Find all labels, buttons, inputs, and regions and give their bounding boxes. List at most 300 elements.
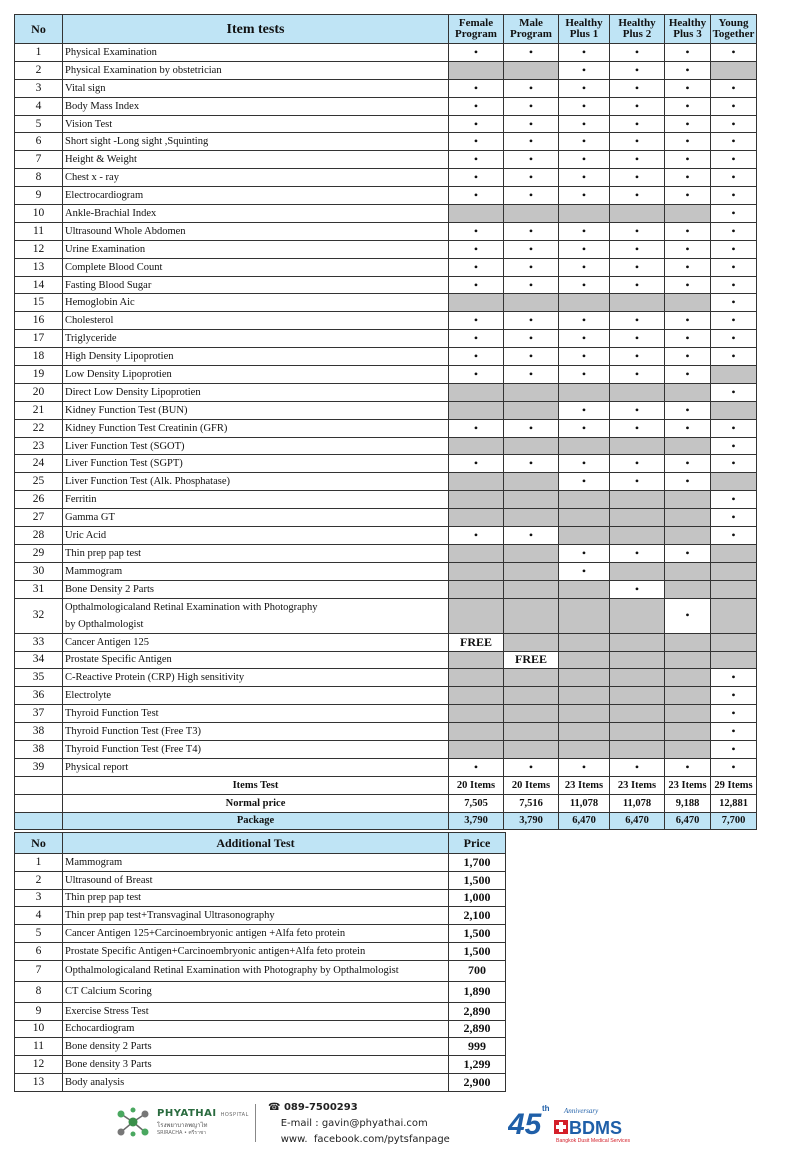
included-mark: •: [449, 258, 504, 276]
included-mark: •: [559, 366, 610, 384]
row-number: 26: [15, 491, 63, 509]
included-mark: •: [449, 79, 504, 97]
test-name: Chest x - ray: [63, 169, 449, 187]
test-name: Opthalmologicaland Retinal Examination with Photography by Opthalmologist: [63, 598, 449, 633]
items-count: 20 Items: [449, 776, 504, 794]
row-number: 13: [15, 1073, 63, 1091]
additional-test-name: Body analysis: [63, 1073, 449, 1091]
test-name: Cholesterol: [63, 312, 449, 330]
included-mark: •: [559, 44, 610, 62]
not-included-cell: [559, 633, 610, 651]
not-included-cell: [449, 61, 504, 79]
included-mark: •: [665, 187, 711, 205]
not-included-cell: [610, 651, 665, 669]
included-mark: •: [665, 330, 711, 348]
row-number: 2: [15, 61, 63, 79]
included-mark: •: [665, 758, 711, 776]
test-name: Liver Function Test (SGPT): [63, 455, 449, 473]
row-number: 13: [15, 258, 63, 276]
included-mark: •: [504, 258, 559, 276]
included-mark: •: [449, 44, 504, 62]
included-mark: •: [504, 169, 559, 187]
free-label: FREE: [504, 651, 559, 669]
table-row: [15, 151, 757, 169]
row-number: 38: [15, 740, 63, 758]
not-included-cell: [610, 740, 665, 758]
row-number: 17: [15, 330, 63, 348]
included-mark: •: [711, 151, 757, 169]
included-mark: •: [711, 705, 757, 723]
test-name: Uric Acid: [63, 527, 449, 545]
included-mark: •: [504, 44, 559, 62]
included-mark: •: [449, 276, 504, 294]
included-mark: •: [559, 169, 610, 187]
not-included-cell: [449, 562, 504, 580]
anniversary-word: Anniversary: [564, 1107, 599, 1115]
test-name: Vital sign: [63, 79, 449, 97]
included-mark: •: [504, 455, 559, 473]
test-name: Low Density Lipoprotien: [63, 366, 449, 384]
included-mark: •: [504, 79, 559, 97]
not-included-cell: [504, 598, 559, 633]
included-mark: •: [449, 115, 504, 133]
table-row: [15, 925, 506, 943]
included-mark: •: [665, 97, 711, 115]
included-mark: •: [665, 115, 711, 133]
row-number: 11: [15, 222, 63, 240]
not-included-cell: [559, 509, 610, 527]
not-included-cell: [711, 580, 757, 598]
program-header: Healthy Plus 3: [665, 15, 711, 44]
row-number: 31: [15, 580, 63, 598]
phyathai-thai-name: โรงพยาบาลพญาไท: [157, 1122, 208, 1129]
table-row: [15, 133, 757, 151]
test-name: Thyroid Function Test (Free T3): [63, 723, 449, 741]
additional-test-name: Ultrasound of Breast: [63, 871, 449, 889]
included-mark: •: [610, 312, 665, 330]
not-included-cell: [610, 437, 665, 455]
not-included-cell: [449, 580, 504, 598]
items-count: 23 Items: [665, 776, 711, 794]
table-row: [15, 580, 757, 598]
included-mark: •: [711, 491, 757, 509]
not-included-cell: [449, 740, 504, 758]
not-included-cell: [665, 437, 711, 455]
included-mark: •: [449, 758, 504, 776]
not-included-cell: [665, 687, 711, 705]
not-included-cell: [610, 562, 665, 580]
table-row: [15, 740, 757, 758]
included-mark: •: [711, 687, 757, 705]
program-header: Female Program: [449, 15, 504, 44]
included-mark: •: [610, 151, 665, 169]
included-mark: •: [610, 61, 665, 79]
not-included-cell: [711, 633, 757, 651]
table-row: [15, 97, 757, 115]
not-included-cell: [559, 723, 610, 741]
included-mark: •: [610, 115, 665, 133]
not-included-cell: [665, 383, 711, 401]
included-mark: •: [504, 366, 559, 384]
not-included-cell: [665, 509, 711, 527]
included-mark: •: [610, 97, 665, 115]
included-mark: •: [610, 473, 665, 491]
row-number: 16: [15, 312, 63, 330]
table-row: [15, 491, 757, 509]
table-row: [15, 419, 757, 437]
included-mark: •: [559, 276, 610, 294]
table-row: [15, 348, 757, 366]
not-included-cell: [665, 527, 711, 545]
not-included-cell: [559, 437, 610, 455]
phone-line: [268, 1100, 450, 1116]
included-mark: •: [711, 758, 757, 776]
included-mark: •: [504, 758, 559, 776]
row-number: 36: [15, 687, 63, 705]
test-name: Liver Function Test (Alk. Phosphatase): [63, 473, 449, 491]
additional-test-name: Exercise Stress Test: [63, 1002, 449, 1020]
row-number: 15: [15, 294, 63, 312]
additional-test-name: Mammogram: [63, 854, 449, 872]
included-mark: •: [559, 312, 610, 330]
included-mark: •: [449, 169, 504, 187]
row-number: 5: [15, 925, 63, 943]
not-included-cell: [711, 61, 757, 79]
not-included-cell: [449, 473, 504, 491]
program-header: Healthy Plus 2: [610, 15, 665, 44]
normal-price: 11,078: [610, 794, 665, 812]
not-included-cell: [610, 598, 665, 633]
table-row: [15, 942, 506, 960]
table-row: [15, 871, 506, 889]
included-mark: •: [559, 758, 610, 776]
included-mark: •: [711, 669, 757, 687]
table-row: [15, 401, 757, 419]
table-row: [15, 1073, 506, 1091]
not-included-cell: [449, 509, 504, 527]
included-mark: •: [711, 330, 757, 348]
included-mark: •: [610, 419, 665, 437]
not-included-cell: [504, 205, 559, 223]
included-mark: •: [610, 401, 665, 419]
included-mark: •: [711, 79, 757, 97]
row-number: 2: [15, 871, 63, 889]
table-row: [15, 1020, 506, 1038]
not-included-cell: [504, 401, 559, 419]
table-row: [15, 854, 506, 872]
normal-price: 9,188: [665, 794, 711, 812]
email-address[interactable]: gavin@phyathai.com: [321, 1118, 428, 1129]
test-name: Bone Density 2 Parts: [63, 580, 449, 598]
item-tests-header: Item tests: [63, 15, 449, 44]
not-included-cell: [610, 509, 665, 527]
included-mark: •: [559, 544, 610, 562]
row-number: 10: [15, 205, 63, 223]
additional-test-name: CT Calcium Scoring: [63, 981, 449, 1002]
add-price-header: Price: [449, 833, 506, 854]
not-included-cell: [504, 633, 559, 651]
package-price: 6,470: [559, 812, 610, 830]
additional-test-name: Thin prep pap test: [63, 889, 449, 907]
normal-price: 12,881: [711, 794, 757, 812]
row-number: 8: [15, 981, 63, 1002]
additional-items: [15, 854, 506, 1092]
row-number: 30: [15, 562, 63, 580]
test-name: Gamma GT: [63, 509, 449, 527]
included-mark: •: [449, 222, 504, 240]
additional-test-name: Thin prep pap test+Transvaginal Ultrasonography: [63, 907, 449, 925]
package-price: 6,470: [665, 812, 711, 830]
included-mark: •: [449, 151, 504, 169]
table-row: [15, 705, 757, 723]
table-row: [15, 222, 757, 240]
row-number: 22: [15, 419, 63, 437]
contact-block: [268, 1100, 450, 1148]
additional-test-price: 1,890: [449, 981, 506, 1002]
test-name: Triglyceride: [63, 330, 449, 348]
anniversary-number: 45: [508, 1108, 542, 1141]
test-name: Thyroid Function Test: [63, 705, 449, 723]
not-included-cell: [665, 580, 711, 598]
included-mark: •: [711, 276, 757, 294]
row-number: 24: [15, 455, 63, 473]
not-included-cell: [449, 491, 504, 509]
not-included-cell: [665, 705, 711, 723]
not-included-cell: [504, 61, 559, 79]
row-number: 21: [15, 401, 63, 419]
not-included-cell: [504, 687, 559, 705]
additional-test-price: 2,890: [449, 1002, 506, 1020]
included-mark: •: [711, 740, 757, 758]
additional-test-price: 1,299: [449, 1056, 506, 1074]
row-number: 7: [15, 151, 63, 169]
included-mark: •: [711, 509, 757, 527]
email-line: E-mail : gavin@phyathai.com: [280, 1118, 428, 1129]
table-row: [15, 240, 757, 258]
table-row: [15, 527, 757, 545]
test-name: Prostate Specific Antigen: [63, 651, 449, 669]
test-name: Body Mass Index: [63, 97, 449, 115]
not-included-cell: [504, 580, 559, 598]
anniversary-suffix: th: [542, 1104, 550, 1113]
row-number: 10: [15, 1020, 63, 1038]
not-included-cell: [711, 366, 757, 384]
included-mark: •: [610, 44, 665, 62]
included-mark: •: [504, 312, 559, 330]
included-mark: •: [610, 79, 665, 97]
row-number: 39: [15, 758, 63, 776]
included-mark: •: [559, 473, 610, 491]
row-number: 6: [15, 942, 63, 960]
row-number: 23: [15, 437, 63, 455]
included-mark: •: [449, 455, 504, 473]
included-mark: •: [559, 97, 610, 115]
not-included-cell: [504, 669, 559, 687]
not-included-cell: [559, 705, 610, 723]
footer: [0, 1096, 794, 1148]
included-mark: •: [504, 276, 559, 294]
table-row: [15, 509, 757, 527]
not-included-cell: [711, 598, 757, 633]
included-mark: •: [559, 133, 610, 151]
table-row: [15, 1038, 506, 1056]
test-name: Ferritin: [63, 491, 449, 509]
included-mark: •: [665, 455, 711, 473]
included-mark: •: [610, 366, 665, 384]
not-included-cell: [711, 401, 757, 419]
test-name: Physical Examination: [63, 44, 449, 62]
additional-test-name: Opthalmologicaland Retinal Examination with Photography by Opthalmologist: [63, 960, 449, 981]
not-included-cell: [559, 651, 610, 669]
table-row: [15, 889, 506, 907]
included-mark: •: [665, 473, 711, 491]
included-mark: •: [665, 366, 711, 384]
not-included-cell: [665, 491, 711, 509]
table-row: [15, 276, 757, 294]
row-number: 9: [15, 187, 63, 205]
test-name: Ankle-Brachial Index: [63, 205, 449, 223]
test-name: Thin prep pap test: [63, 544, 449, 562]
table-row: [15, 473, 757, 491]
not-included-cell: [559, 669, 610, 687]
not-included-cell: [711, 562, 757, 580]
test-name: Hemoglobin Aic: [63, 294, 449, 312]
test-name: Height & Weight: [63, 151, 449, 169]
row-number: 34: [15, 651, 63, 669]
not-included-cell: [665, 723, 711, 741]
included-mark: •: [665, 169, 711, 187]
not-included-cell: [665, 740, 711, 758]
table-row: [15, 366, 757, 384]
not-included-cell: [665, 633, 711, 651]
not-included-cell: [504, 562, 559, 580]
additional-test-name: Bone density 3 Parts: [63, 1056, 449, 1074]
included-mark: •: [504, 133, 559, 151]
additional-test-price: 2,100: [449, 907, 506, 925]
included-mark: •: [711, 723, 757, 741]
included-mark: •: [504, 151, 559, 169]
not-included-cell: [610, 527, 665, 545]
table-row: [15, 437, 757, 455]
table-row: [15, 294, 757, 312]
package-price: 7,700: [711, 812, 757, 830]
row-number: 3: [15, 79, 63, 97]
included-mark: •: [711, 44, 757, 62]
row-number: 37: [15, 705, 63, 723]
included-mark: •: [504, 240, 559, 258]
included-mark: •: [610, 544, 665, 562]
test-name: Mammogram: [63, 562, 449, 580]
included-mark: •: [711, 240, 757, 258]
table-row: [15, 187, 757, 205]
items-count-row: [15, 776, 757, 794]
table-row: [15, 312, 757, 330]
table-row: [15, 79, 757, 97]
included-mark: •: [449, 97, 504, 115]
not-included-cell: [559, 580, 610, 598]
additional-test-table: [14, 832, 506, 1092]
not-included-cell: [449, 598, 504, 633]
included-mark: •: [610, 580, 665, 598]
test-name: Complete Blood Count: [63, 258, 449, 276]
checkup-items: [15, 44, 757, 777]
row-number: 9: [15, 1002, 63, 1020]
test-name: Electrolyte: [63, 687, 449, 705]
program-header: Young Together: [711, 15, 757, 44]
included-mark: •: [711, 205, 757, 223]
row-number: 11: [15, 1038, 63, 1056]
row-number: 1: [15, 44, 63, 62]
table-row: [15, 330, 757, 348]
included-mark: •: [711, 455, 757, 473]
included-mark: •: [610, 187, 665, 205]
included-mark: •: [610, 133, 665, 151]
facebook-link[interactable]: facebook.com/pytsfanpage: [313, 1134, 450, 1145]
table-row: [15, 1056, 506, 1074]
table-row: [15, 383, 757, 401]
included-mark: •: [559, 419, 610, 437]
additional-header-row: [15, 833, 506, 854]
included-mark: •: [665, 151, 711, 169]
included-mark: •: [559, 187, 610, 205]
not-included-cell: [665, 205, 711, 223]
test-name: Short sight -Long sight ,Squinting: [63, 133, 449, 151]
additional-test-price: 1,500: [449, 925, 506, 943]
table-row: [15, 960, 506, 981]
row-number: 33: [15, 633, 63, 651]
included-mark: •: [504, 330, 559, 348]
included-mark: •: [711, 437, 757, 455]
included-mark: •: [711, 222, 757, 240]
not-included-cell: [504, 723, 559, 741]
table-row: [15, 633, 757, 651]
not-included-cell: [449, 705, 504, 723]
test-name: Vision Test: [63, 115, 449, 133]
table-row: [15, 169, 757, 187]
not-included-cell: [504, 705, 559, 723]
included-mark: •: [610, 222, 665, 240]
package-price: 6,470: [610, 812, 665, 830]
not-included-cell: [504, 437, 559, 455]
not-included-cell: [711, 473, 757, 491]
included-mark: •: [665, 258, 711, 276]
included-mark: •: [610, 240, 665, 258]
package-price-row: [15, 812, 757, 830]
bdms-wordmark: BDMS: [569, 1118, 622, 1138]
test-name: Liver Function Test (SGOT): [63, 437, 449, 455]
not-included-cell: [559, 740, 610, 758]
phone-number[interactable]: 089-7500293: [283, 1102, 358, 1113]
program-header: Healthy Plus 1: [559, 15, 610, 44]
additional-test-name: Bone density 2 Parts: [63, 1038, 449, 1056]
normal-price-label: Normal price: [63, 794, 449, 812]
phyathai-branch: SRIRACHA • ศรีราชา: [157, 1130, 207, 1136]
summary-section: [15, 776, 757, 830]
included-mark: •: [559, 151, 610, 169]
not-included-cell: [449, 723, 504, 741]
table-row: [15, 258, 757, 276]
included-mark: •: [559, 79, 610, 97]
items-count: 29 Items: [711, 776, 757, 794]
bdms-45th-anniversary-logo: [508, 1100, 678, 1144]
table-row: [15, 598, 757, 633]
row-number: 18: [15, 348, 63, 366]
row-number: 20: [15, 383, 63, 401]
included-mark: •: [449, 187, 504, 205]
table-row: [15, 669, 757, 687]
included-mark: •: [610, 169, 665, 187]
not-included-cell: [504, 491, 559, 509]
